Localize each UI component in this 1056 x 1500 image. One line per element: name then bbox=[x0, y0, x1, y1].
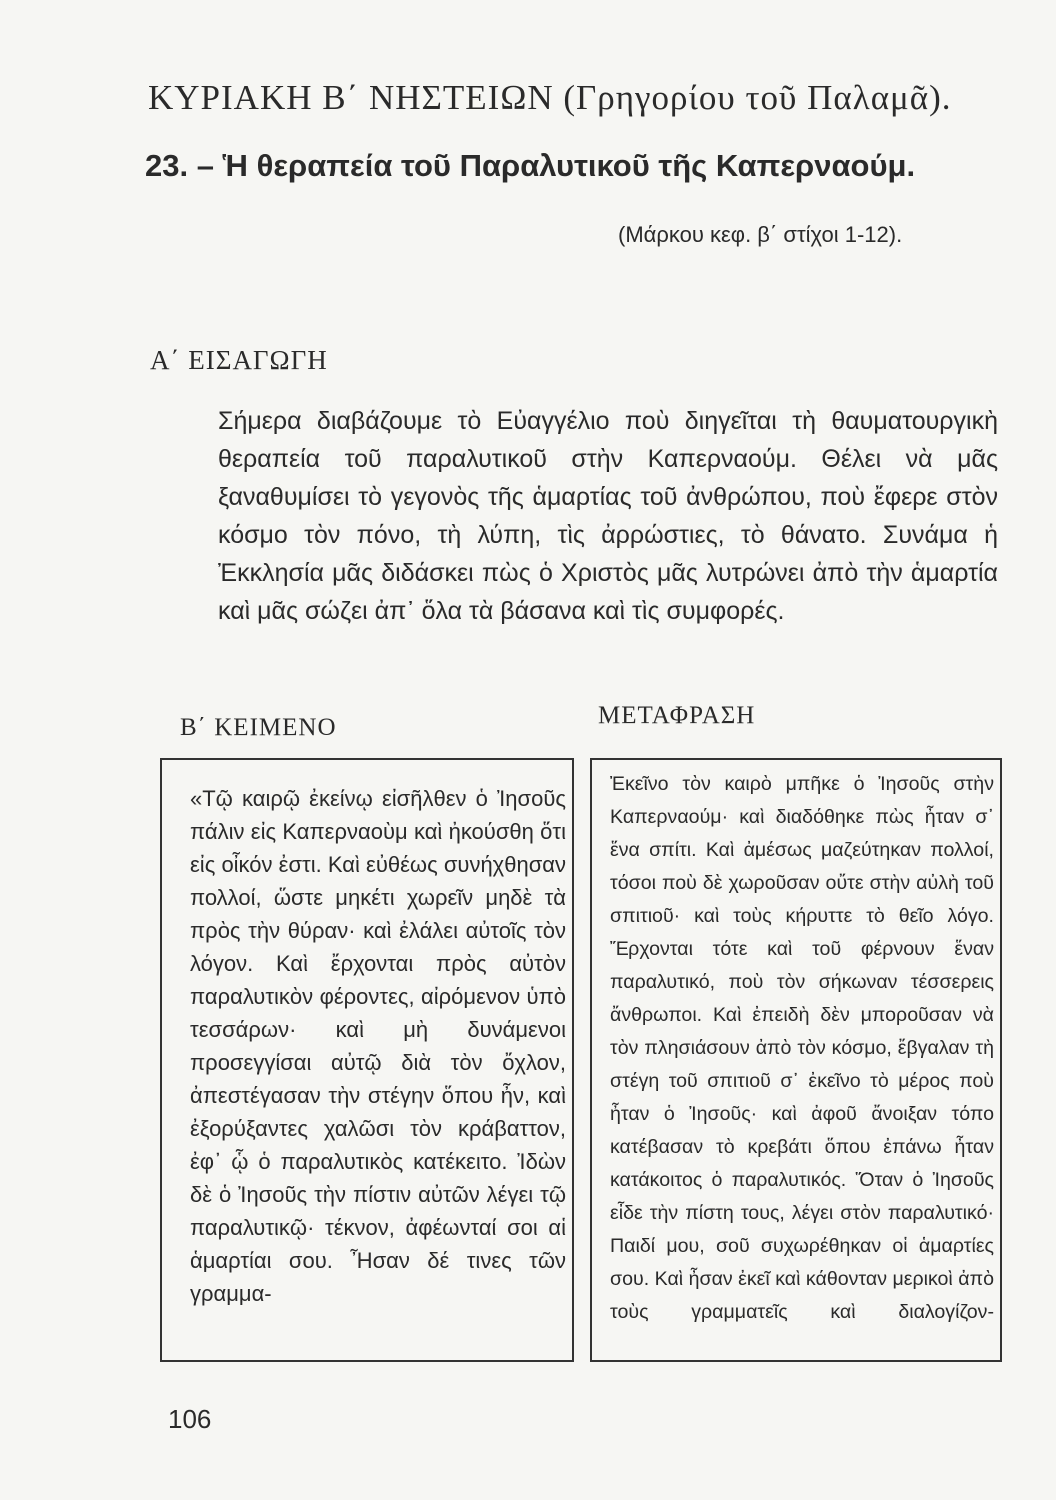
sunday-title: ΚΥΡΙΑΚΗ Β΄ ΝΗΣΤΕΙΩΝ (Γρηγορίου τοῦ Παλαμᾶ). bbox=[148, 78, 952, 117]
introduction-text: Σήμερα διαβάζουμε τὸ Εὐαγγέλιο ποὺ διηγεῖται τὴ θαυματουργικὴ θεραπεία τοῦ παραλυτικοῦ στὴν Καπερναούμ. Θέλει νὰ μᾶς ξαναθυμίσει τὸ γεγονὸς τῆς ἁμαρτίας τοῦ ἀνθρώπου, ποὺ ἔφερε στὸν κόσμο τὸν πόνο, τὴ λύπη, τὶς ἀρρώστιες, τὸ θάνατο. Συνάμα ἡ Ἐκκλησία μᾶς διδάσκει πὼς ὁ Χριστὸς μᾶς λυτρώνει ἀπὸ τὴν ἁμαρτία καὶ μᾶς σώζει ἀπ᾽ ὅλα τὰ βάσανα καὶ τὶς συμφορές. bbox=[218, 407, 998, 625]
translation-text: Ἐκεῖνο τὸν καιρὸ μπῆκε ὁ Ἰησοῦς στὴν Καπερναούμ· καὶ διαδόθηκε πὼς ἦταν σ᾽ ἕνα σπίτι. Καὶ ἀμέσως μαζεύτηκαν πολλοί, τόσοι ποὺ δὲ χωροῦσαν οὔτε στὴν αὐλὴ τοῦ σπιτιοῦ· καὶ τοὺς κήρυττε τὸ θεῖο λόγο. Ἔρχονται τότε καὶ τοῦ φέρνουν ἕναν παραλυτικό, ποὺ τὸν σήκωναν τέσσερεις ἄνθρωποι. Καὶ ἐπειδὴ δὲν μποροῦσαν νὰ τὸν πλησιάσουν ἀπὸ τὸν κόσμο, ἔβγαλαν τὴ στέγη τοῦ σπιτιοῦ σ᾽ ἐκεῖνο τὸ μέρος ποὺ ἦταν ὁ Ἰησοῦς· καὶ ἀφοῦ ἄνοιξαν τόπο κατέβασαν τὸ κρεβάτι ὅπου ἐπάνω ἦταν κατάκοιτος ὁ παραλυτικός. Ὅταν ὁ Ἰησοῦς εἶδε τὴν πίστη τους, λέγει στὸν παραλυτικό· Παιδί μου, σοῦ συχωρέθηκαν οἱ ἁμαρτίες σου. Καὶ ἦσαν ἐκεῖ καὶ κάθονταν μερικοὶ ἀπὸ τοὺς γραμματεῖς καὶ διαλογίζον- bbox=[610, 773, 994, 1323]
text-section-heading: Β΄ ΚΕΙΜΕΝΟ bbox=[180, 714, 337, 741]
introduction-heading: Α΄ ΕΙΣΑΓΩΓΗ bbox=[150, 345, 328, 375]
translation-text-box bbox=[590, 758, 1002, 1362]
translation-section-heading: ΜΕΤΑΦΡΑΣΗ bbox=[598, 702, 756, 729]
original-text: «Τῷ καιρῷ ἐκείνῳ εἰσῆλθεν ὁ Ἰησοῦς πάλιν εἰς Καπερναοὺμ καὶ ἠκούσθη ὅτι εἰς οἶκόν ἐστι. Καὶ εὐθέως συνήχθησαν πολλοί, ὥστε μηκέτι χωρεῖν μηδὲ τὰ πρὸς τὴν θύραν· καὶ ἐλάλει αὐτοῖς τὸν λόγον. Καὶ ἔρχονται πρὸς αὐτὸν παραλυτικὸν φέροντες, αἰρόμενον ὑπὸ τεσσάρων· καὶ μὴ δυνάμενοι προσεγγίσαι αὐτῷ διὰ τὸν ὄχλον, ἀπεστέγασαν τὴν στέγην ὅπου ἦν, καὶ ἐξορύξαντες χαλῶσι τὸν κράβαττον, ἐφ᾽ ᾧ ὁ παραλυτικὸς κατέκειτο. Ἰδὼν δὲ ὁ Ἰησοῦς τὴν πίστιν αὐτῶν λέγει τῷ παραλυτικῷ· τέκνον, ἀφέωνταί σοι αἱ ἁμαρτίαι σου. Ἦσαν δέ τινες τῶν γραμμα- bbox=[190, 786, 566, 1306]
original-text-box bbox=[160, 758, 574, 1362]
bible-reference: (Μάρκου κεφ. β΄ στίχοι 1-12). bbox=[618, 222, 903, 247]
page-number: 106 bbox=[168, 1404, 212, 1434]
chapter-title: 23. – Ἡ θεραπεία τοῦ Παραλυτικοῦ τῆς Καπερναούμ. bbox=[145, 148, 916, 183]
